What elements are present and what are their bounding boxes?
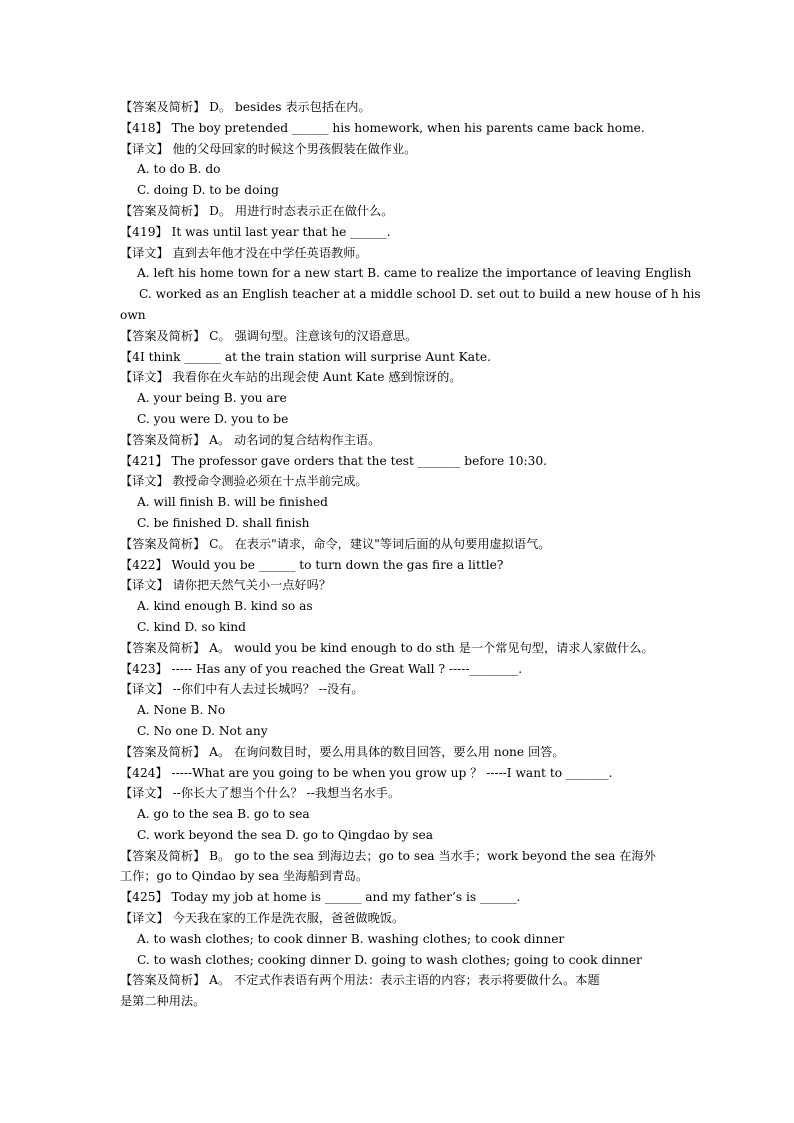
answer-line: 【答案及简析】 A。 动名词的复合结构作主语。: [120, 432, 381, 447]
question-line: 【421】 The professor gave orders that the test _______ before 10:30.: [120, 453, 548, 468]
option-line: C. you were D. you to be: [137, 411, 289, 426]
translation-line: 【译文】 我看你在火车站的出现会使 Aunt Kate 感到惊讶的。: [120, 370, 462, 385]
question-line: 【418】 The boy pretended ______ his homework, when his parents came back home.: [120, 120, 645, 135]
answer-line: 【答案及简析】 A。 would you be kind enough to do sth 是一个常见句型，请求人家做什么。: [120, 640, 654, 655]
option-line: C. be finished D. shall finish: [137, 515, 310, 530]
answer-line: 【答案及简析】 C。 强调句型。注意该句的汉语意思。: [120, 328, 418, 343]
option-line: A. to do B. do: [137, 162, 221, 177]
option-line: A. None B. No: [137, 703, 226, 718]
translation-line: 【译文】 请你把天然气关小一点好吗？: [120, 578, 332, 593]
option-continuation-line: own: [120, 307, 146, 322]
translation-line: 【译文】 教授命令测验必须在十点半前完成。: [120, 474, 368, 489]
option-line: A. left his home town for a new start B. came to realize the importance of leaving English: [137, 266, 692, 281]
answer-line: 【答案及简析】 B。 go to the sea 到海边去；go to sea 当水手；work beyond the sea 在海外: [120, 848, 656, 863]
answer-line: 【答案及简析】 A。 在询问数目时，要么用具体的数目回答，要么用 none 回答。: [120, 744, 565, 759]
translation-line: 【译文】 直到去年他才没在中学任英语教师。: [120, 245, 368, 260]
answer-line: 【答案及简析】 D。 besides 表示包括在内。: [120, 100, 371, 114]
answer-line: 【答案及简析】 C。 在表示"请求，命令，建议"等词后面的从句要用虚拟语气。: [120, 536, 551, 551]
answer-line: 【答案及简析】 A。 不定式作表语有两个用法：表示主语的内容；表示将要做什么。本题: [120, 973, 600, 988]
translation-line: 【译文】 今天我在家的工作是洗衣服，爸爸做晚饭。: [120, 911, 405, 926]
answer-continuation-line: 工作；go to Qindao by sea 坐海船到青岛。: [120, 869, 369, 884]
option-line: C. No one D. Not any: [137, 723, 268, 738]
question-line: 【424】 -----What are you going to be when you grow up ？ -----I want to _______.: [120, 765, 613, 780]
question-line: 【422】 Would you be ______ to turn down the gas fire a little?: [120, 557, 504, 572]
question-line: 【423】 ----- Has any of you reached the Great Wall ? -----________.: [120, 661, 523, 676]
answer-continuation-line: 是第二种用法。: [120, 994, 206, 1009]
answer-line: 【答案及简析】 D。 用进行时态表示正在做什么。: [120, 203, 394, 218]
option-line: A. to wash clothes; to cook dinner B. washing clothes; to cook dinner: [137, 931, 565, 946]
question-line: 【425】 Today my job at home is ______ and my father’s is ______.: [120, 890, 521, 905]
option-line: C. kind D. so kind: [137, 619, 246, 634]
translation-line: 【译文】 --你们中有人去过长城吗？ --没有。: [120, 682, 364, 697]
option-line: C. to wash clothes; cooking dinner D. going to wash clothes; going to cook dinner: [137, 952, 642, 967]
option-line: A. kind enough B. kind so as: [137, 599, 313, 614]
option-line: C. work beyond the sea D. go to Qingdao by sea: [137, 827, 434, 842]
question-line: 【419】 It was until last year that he ______.: [120, 224, 391, 239]
option-line: C. worked as an English teacher at a middle school D. set out to build a new house of h his: [139, 287, 701, 302]
translation-line: 【译文】 他的父母回家的时候这个男孩假装在做作业。: [120, 141, 417, 156]
translation-line: 【译文】 --你长大了想当个什么？ --我想当名水手。: [120, 786, 401, 801]
option-line: C. doing D. to be doing: [137, 183, 279, 198]
option-line: A. go to the sea B. go to sea: [137, 807, 310, 822]
document-page: [120, 97, 701, 1012]
option-line: A. your being B. you are: [137, 391, 287, 406]
option-line: A. will finish B. will be finished: [137, 495, 328, 510]
question-line: 【4I think ______ at the train station will surprise Aunt Kate.: [120, 349, 491, 364]
